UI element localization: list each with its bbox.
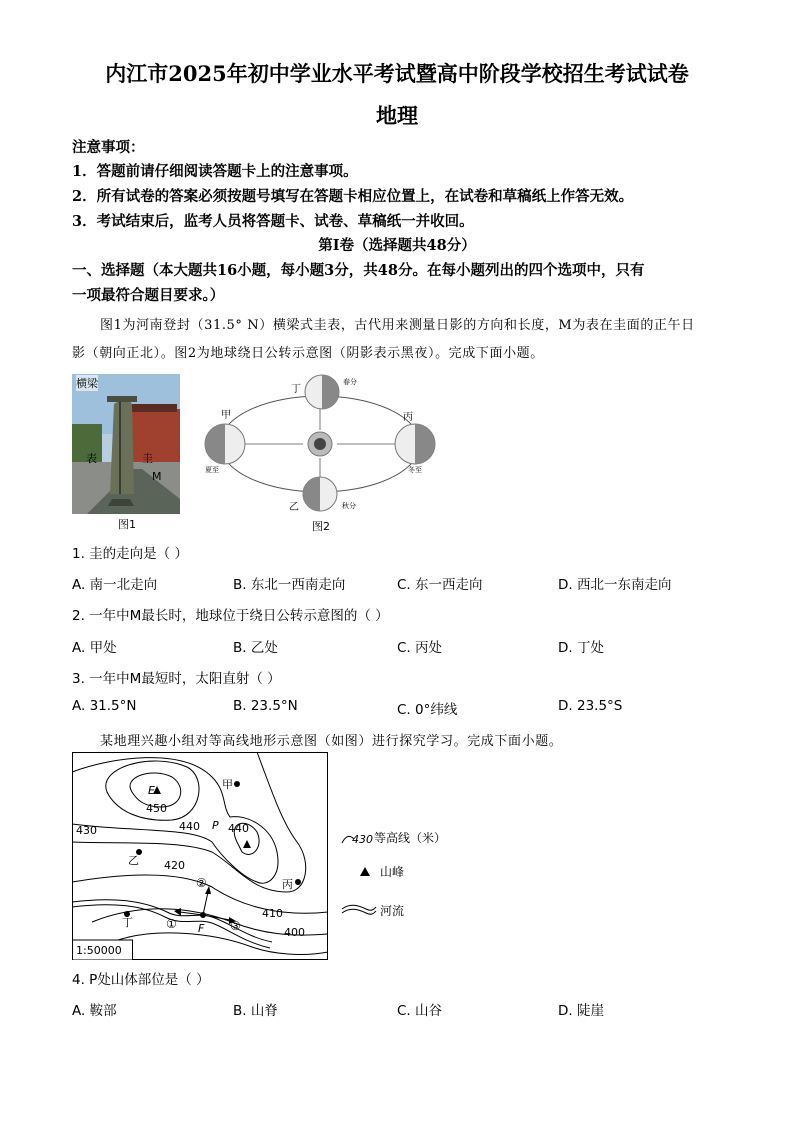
figure-1-caption: 图1 [118,518,136,531]
figure-1-photo [72,374,180,514]
label-jia: 甲 [221,410,231,421]
label-n2: ② [196,876,207,890]
q1-option-c[interactable]: C. 东一西走向 [397,577,483,593]
q3-option-b[interactable]: B. 23.5°N [233,698,298,714]
label-chunfen: 春分 [343,378,357,386]
label-beam: 横梁 [76,377,98,390]
legend-river-label: 河流 [380,904,405,918]
question-3-stem: 3. 一年中M最短时，太阳直射（ ） [72,671,281,687]
intro-1-line-1: 图1为河南登封（31.5° N）横梁式圭表，古代用来测量日影的方向和长度，M为表在圭面的正午日 [100,318,695,333]
label-e: E [148,784,155,797]
globe-yi [303,477,337,511]
legend-peak-label: 山峰 [380,865,405,879]
legend-contour-value: 430 [352,833,373,846]
label-yi-point: 乙 [128,854,139,867]
section-desc-2: 一项最符合题目要求。） [72,287,225,304]
label-f: F [198,922,205,935]
label-430: 430 [76,824,97,837]
map-scale: 1:50000 [76,944,122,957]
q3-option-c[interactable]: C. 0°纬线 [397,702,458,718]
figure-2-caption: 图2 [312,520,330,533]
intro-1-line-2: 影（朝向正北）。图2为地球绕日公转示意图（阴影表示黑夜）。完成下面小题。 [72,346,544,361]
notice-heading: 注意事项： [72,139,145,156]
label-420: 420 [164,859,185,872]
q3-option-d[interactable]: D. 23.5°S [558,698,623,714]
globe-bing [395,424,435,464]
notice-item-3: 3．考试结束后，监考人员将答题卡、试卷、草稿纸一并收回。 [72,213,474,230]
label-bing: 丙 [403,412,413,423]
label-p: P [212,819,219,832]
q2-option-c[interactable]: C. 丙处 [397,640,443,656]
contour-map [72,752,328,960]
peak-icon [360,867,370,876]
label-yi: 乙 [289,502,299,512]
question-2-stem: 2. 一年中M最长时，地球位于绕日公转示意图的（ ） [72,608,389,624]
q2-option-a[interactable]: A. 甲处 [72,640,117,656]
globe-jia [205,424,245,464]
q4-option-c[interactable]: C. 山谷 [397,1003,443,1019]
label-440a: 440 [179,820,200,833]
q2-option-b[interactable]: B. 乙处 [233,640,278,656]
river-icon [342,905,376,910]
q1-option-d[interactable]: D. 西北一东南走向 [558,577,672,593]
label-ding-point: 丁 [122,916,133,929]
label-n3: ③ [230,919,241,933]
notice-item-1: 1．答题前请仔细阅读答题卡上的注意事项。 [72,163,358,180]
label-jia-point: 甲 [222,778,233,791]
label-m: M [152,470,162,483]
label-gui: 圭 [142,452,153,465]
figure-2-diagram [195,372,445,512]
label-ding: 丁 [291,384,301,395]
q4-option-a[interactable]: A. 鞍部 [72,1003,117,1019]
q4-option-b[interactable]: B. 山脊 [233,1003,278,1019]
label-450: 450 [146,802,167,815]
globe-ding [305,375,339,409]
exam-title: 内江市2025年初中学业水平考试暨高中阶段学校招生考试试卷 [105,61,689,86]
label-xiazhi: 夏至 [205,466,219,474]
subject-title: 地理 [376,103,418,128]
label-440b: 440 [228,822,249,835]
q2-option-d[interactable]: D. 丁处 [558,640,604,656]
question-1-stem: 1. 圭的走向是（ ） [72,546,188,562]
label-n1: ① [166,917,177,931]
label-biao: 表 [86,452,97,465]
notice-item-2: 2．所有试卷的答案必须按题号填写在答题卡相应位置上，在试卷和草稿纸上作答无效。 [72,188,634,205]
section-title: 第Ⅰ卷（选择题共48分） [318,237,476,254]
q1-option-a[interactable]: A. 南一北走向 [72,577,158,593]
section-desc-1: 一、选择题（本大题共16小题，每小题3分，共48分。在每小题列出的四个选项中，只有 [72,262,645,279]
label-410: 410 [262,907,283,920]
q1-option-b[interactable]: B. 东北一西南走向 [233,577,346,593]
label-dongzhi: 冬至 [408,466,422,474]
label-qiufen: 秋分 [342,502,356,510]
q4-option-d[interactable]: D. 陡崖 [558,1003,604,1019]
question-4-stem: 4. P处山体部位是（ ） [72,972,210,988]
intro-2: 某地理兴趣小组对等高线地形示意图（如图）进行探究学习。完成下面小题。 [100,734,563,749]
label-bing-point: 丙 [282,878,293,891]
label-400: 400 [284,926,305,939]
legend-contour-label: 等高线（米） [374,831,447,845]
q3-option-a[interactable]: A. 31.5°N [72,698,137,714]
map-legend [340,825,480,925]
